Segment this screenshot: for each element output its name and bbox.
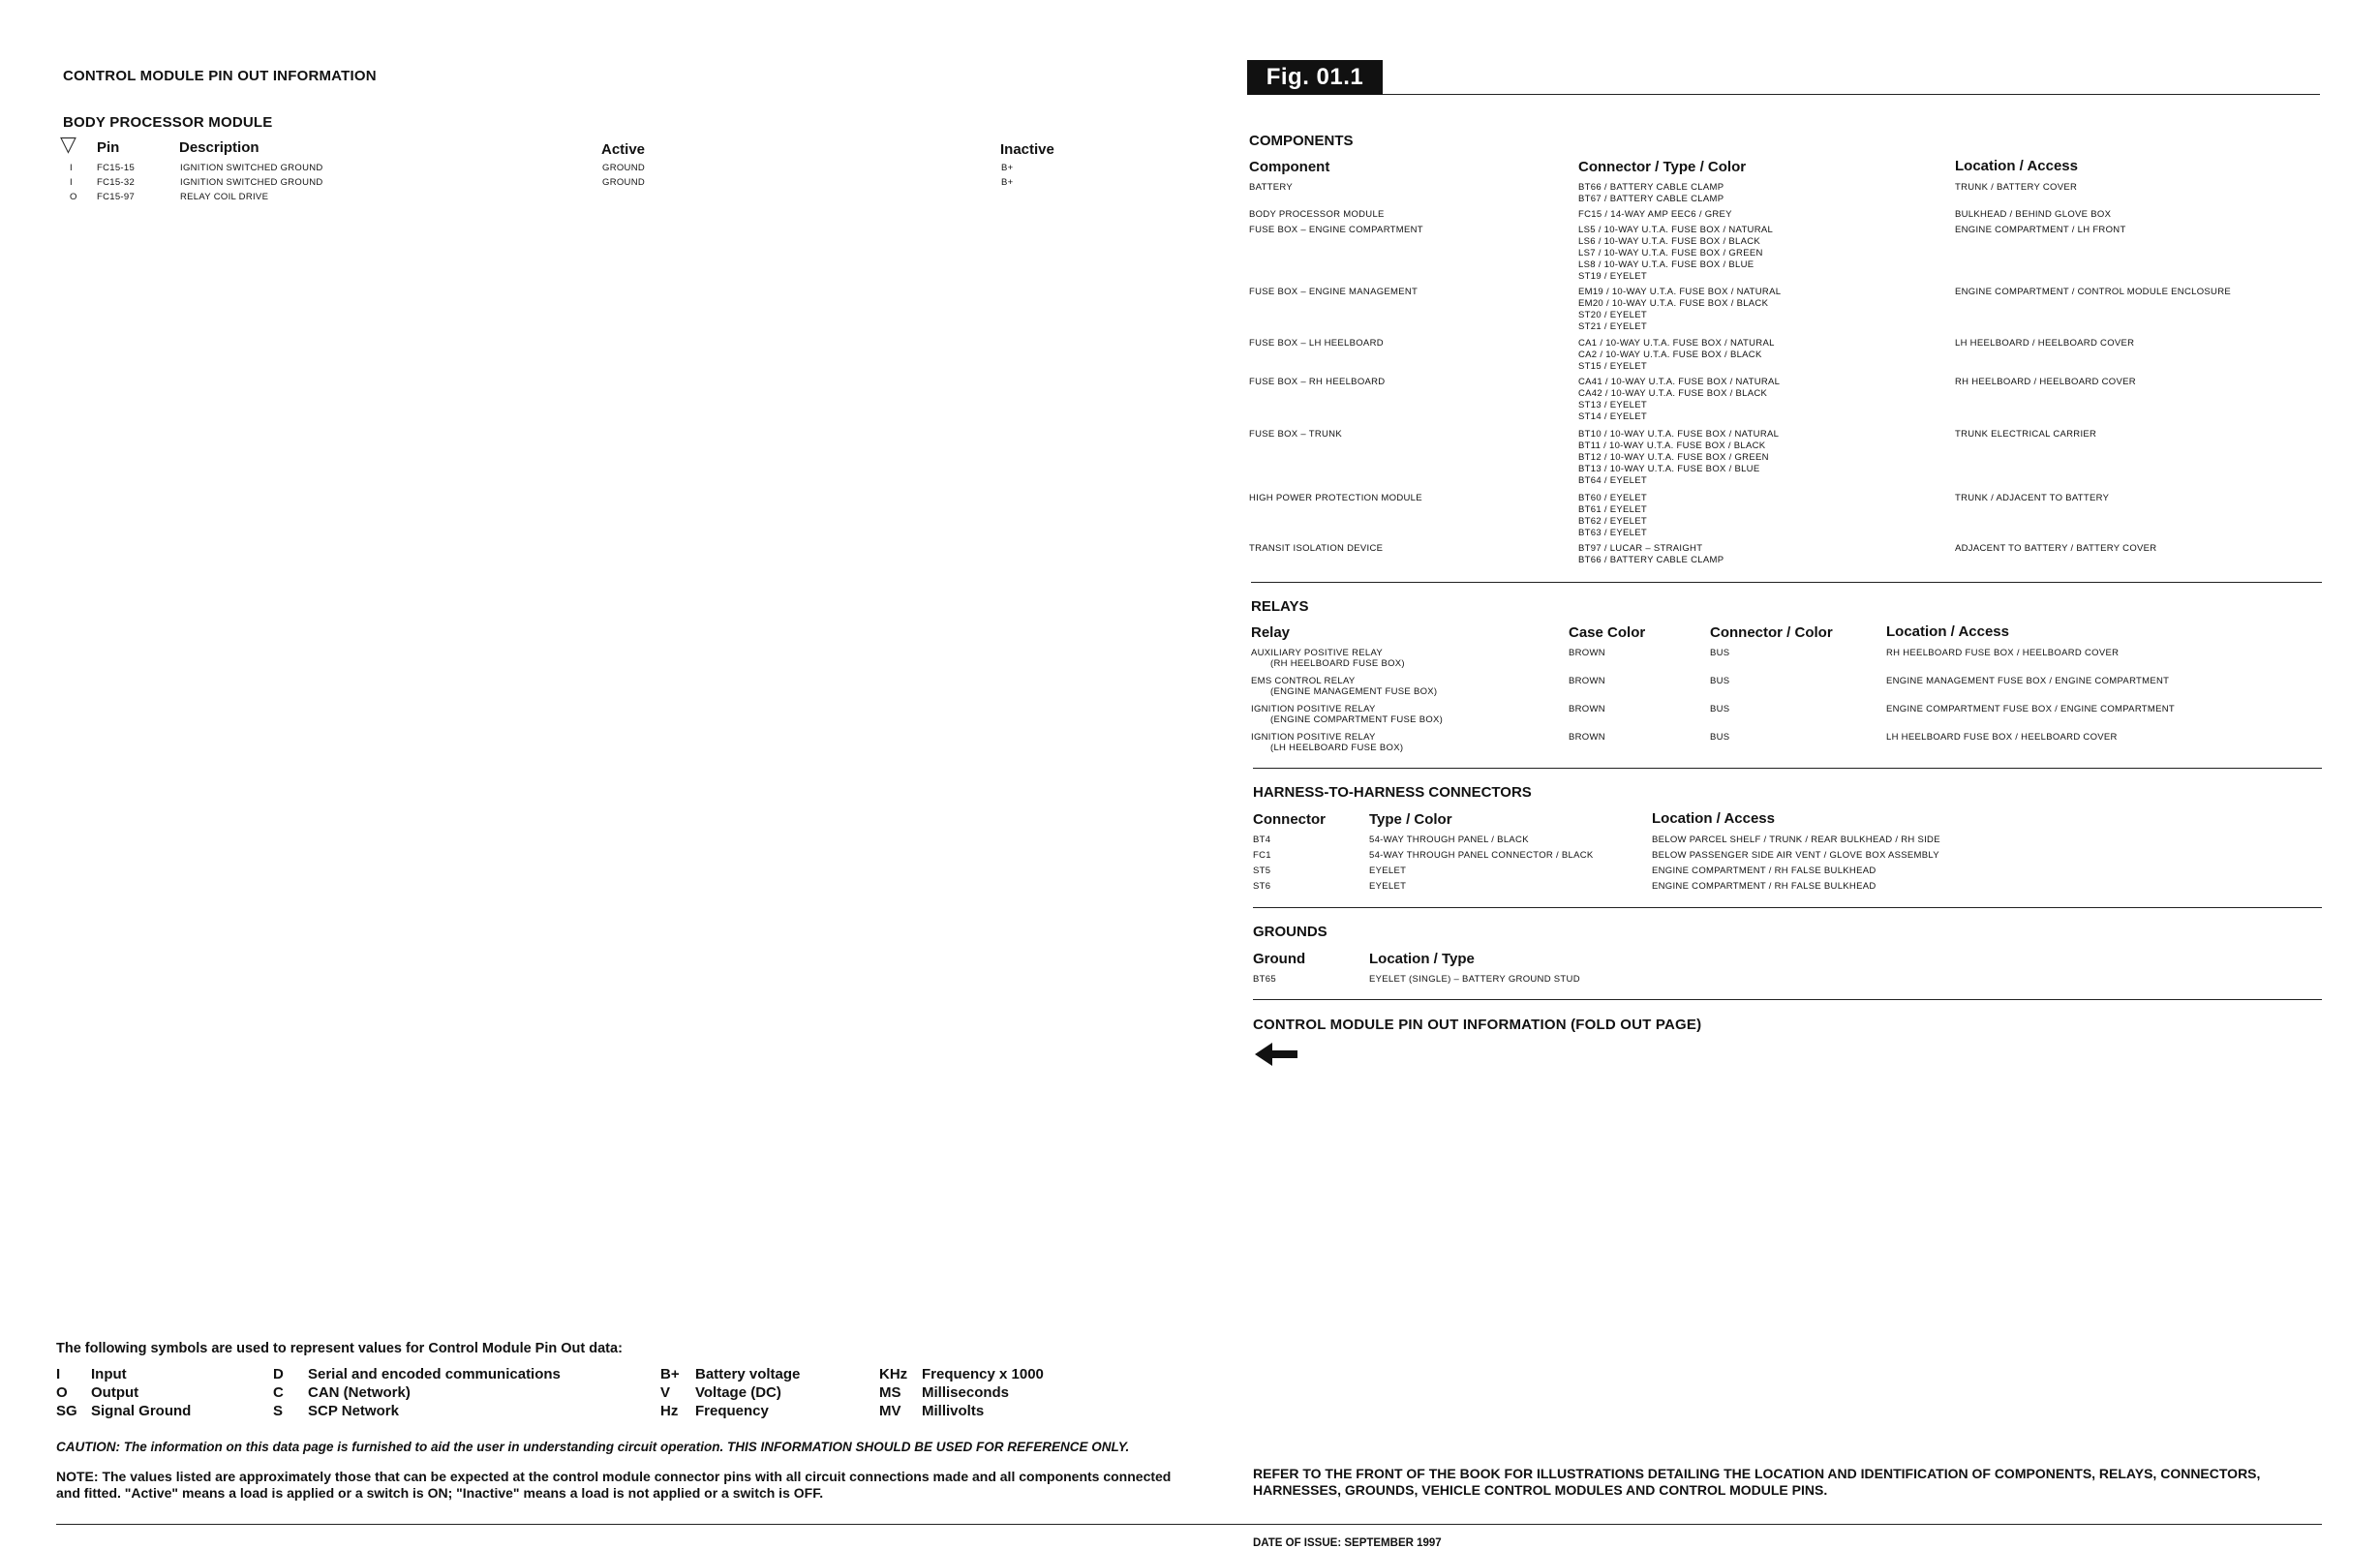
pin-io: I — [70, 163, 73, 173]
relay-name: IGNITION POSITIVE RELAY — [1251, 704, 1376, 714]
pin-number: FC15-15 — [97, 163, 136, 173]
relay-location-header: Location / Access — [1886, 623, 2009, 640]
component-name: FUSE BOX – ENGINE MANAGEMENT — [1249, 287, 1419, 297]
component-connector: LS5 / 10-WAY U.T.A. FUSE BOX / NATURAL — [1578, 225, 1774, 235]
issue-date: DATE OF ISSUE: SEPTEMBER 1997 — [1253, 1537, 1442, 1549]
relay-fusebox: (ENGINE COMPARTMENT FUSE BOX) — [1270, 714, 1444, 725]
legend-symbol: Hz — [660, 1403, 679, 1419]
component-connector: BT11 / 10-WAY U.T.A. FUSE BOX / BLACK — [1578, 440, 1766, 451]
inactive-header: Inactive — [1000, 141, 1054, 158]
component-connector: BT13 / 10-WAY U.T.A. FUSE BOX / BLUE — [1578, 464, 1760, 474]
pin-io: I — [70, 177, 73, 188]
legend-meaning: CAN (Network) — [308, 1384, 411, 1401]
harness-connector: ST5 — [1253, 866, 1271, 876]
location-header: Location / Access — [1955, 158, 2078, 174]
component-connector: BT97 / LUCAR – STRAIGHT — [1578, 543, 1703, 554]
bottom-rule — [56, 1524, 2322, 1525]
harness-type: EYELET — [1369, 866, 1407, 876]
component-connector: EM20 / 10-WAY U.T.A. FUSE BOX / BLACK — [1578, 298, 1769, 309]
component-location: BULKHEAD / BEHIND GLOVE BOX — [1955, 209, 2112, 220]
component-location: ENGINE COMPARTMENT / LH FRONT — [1955, 225, 2126, 235]
component-location: TRUNK ELECTRICAL CARRIER — [1955, 429, 2097, 440]
harness-location: BELOW PARCEL SHELF / TRUNK / REAR BULKHEAD / RH SIDE — [1652, 835, 1940, 845]
module-name: BODY PROCESSOR MODULE — [63, 114, 273, 131]
relay-case-color: BROWN — [1569, 648, 1605, 658]
relay-case-color: BROWN — [1569, 676, 1605, 686]
pin-inactive: B+ — [1001, 163, 1014, 173]
legend-meaning: Milliseconds — [922, 1384, 1010, 1401]
harness-type: 54-WAY THROUGH PANEL CONNECTOR / BLACK — [1369, 850, 1594, 861]
legend-symbol: SG — [56, 1403, 77, 1419]
harness-connector-header: Connector — [1253, 811, 1326, 828]
legend-symbol: MV — [879, 1403, 901, 1419]
component-connector: BT10 / 10-WAY U.T.A. FUSE BOX / NATURAL — [1578, 429, 1780, 440]
pin-header: Pin — [97, 139, 120, 156]
component-name: TRANSIT ISOLATION DEVICE — [1249, 543, 1384, 554]
ground-location: EYELET (SINGLE) – BATTERY GROUND STUD — [1369, 974, 1580, 985]
pin-description: IGNITION SWITCHED GROUND — [180, 163, 323, 173]
legend-symbol: S — [273, 1403, 284, 1419]
legend-meaning: Battery voltage — [695, 1366, 801, 1382]
legend-symbol: C — [273, 1384, 284, 1401]
legend-meaning: Output — [91, 1384, 139, 1401]
relay-case-color: BROWN — [1569, 704, 1605, 714]
legend-symbol: MS — [879, 1384, 901, 1401]
component-connector: ST14 / EYELET — [1578, 411, 1647, 422]
divider — [1253, 999, 2322, 1000]
component-connector: CA2 / 10-WAY U.T.A. FUSE BOX / BLACK — [1578, 349, 1762, 360]
legend-symbol: B+ — [660, 1366, 680, 1382]
relay-connector: BUS — [1710, 676, 1730, 686]
component-connector: LS6 / 10-WAY U.T.A. FUSE BOX / BLACK — [1578, 236, 1761, 247]
divider — [1383, 94, 2320, 95]
component-name: HIGH POWER PROTECTION MODULE — [1249, 493, 1422, 503]
divider — [1251, 582, 2322, 583]
pin-number: FC15-32 — [97, 177, 136, 188]
pin-description: IGNITION SWITCHED GROUND — [180, 177, 323, 188]
relays-title: RELAYS — [1251, 598, 1309, 615]
relay-location: RH HEELBOARD FUSE BOX / HEELBOARD COVER — [1886, 648, 2120, 658]
component-name: FUSE BOX – LH HEELBOARD — [1249, 338, 1384, 349]
harness-title: HARNESS-TO-HARNESS CONNECTORS — [1253, 784, 1532, 801]
relay-name: IGNITION POSITIVE RELAY — [1251, 732, 1376, 743]
component-connector: ST20 / EYELET — [1578, 310, 1647, 320]
relay-location: ENGINE COMPARTMENT FUSE BOX / ENGINE COMPARTMENT — [1886, 704, 2176, 714]
harness-type: EYELET — [1369, 881, 1407, 892]
relay-case-color: BROWN — [1569, 732, 1605, 743]
component-name: BODY PROCESSOR MODULE — [1249, 209, 1385, 220]
component-name: FUSE BOX – ENGINE COMPARTMENT — [1249, 225, 1423, 235]
pin-io: O — [70, 192, 77, 202]
component-connector: BT66 / BATTERY CABLE CLAMP — [1578, 555, 1724, 565]
component-name: FUSE BOX – TRUNK — [1249, 429, 1342, 440]
relay-fusebox: (LH HEELBOARD FUSE BOX) — [1270, 743, 1404, 753]
harness-connector: BT4 — [1253, 835, 1271, 845]
relay-connector: BUS — [1710, 648, 1730, 658]
figure-label: Fig. 01.1 — [1247, 60, 1383, 95]
caution-text: CAUTION: The information on this data page is furnished to aid the user in understanding circuit operation. THIS INFORMATION SHOULD BE USED FOR REFERENCE ONLY. — [56, 1440, 1130, 1454]
harness-type-header: Type / Color — [1369, 811, 1452, 828]
connector-header: Connector / Type / Color — [1578, 159, 1747, 175]
component-connector: ST15 / EYELET — [1578, 361, 1647, 372]
relay-connector-header: Connector / Color — [1710, 624, 1833, 641]
component-location: RH HEELBOARD / HEELBOARD COVER — [1955, 377, 2136, 387]
ground-id: BT65 — [1253, 974, 1276, 985]
component-connector: BT60 / EYELET — [1578, 493, 1647, 503]
relay-header: Relay — [1251, 624, 1291, 641]
legend-meaning: Signal Ground — [91, 1403, 192, 1419]
divider — [1253, 907, 2322, 908]
legend-meaning: Voltage (DC) — [695, 1384, 781, 1401]
component-connector: BT63 / EYELET — [1578, 528, 1647, 538]
legend-symbol: O — [56, 1384, 68, 1401]
harness-type: 54-WAY THROUGH PANEL / BLACK — [1369, 835, 1529, 845]
relay-connector: BUS — [1710, 704, 1730, 714]
component-connector: LS8 / 10-WAY U.T.A. FUSE BOX / BLUE — [1578, 259, 1754, 270]
harness-connector: ST6 — [1253, 881, 1271, 892]
components-title: COMPONENTS — [1249, 133, 1354, 149]
legend-meaning: Frequency — [695, 1403, 769, 1419]
component-location: ADJACENT TO BATTERY / BATTERY COVER — [1955, 543, 2157, 554]
component-connector: BT64 / EYELET — [1578, 475, 1647, 486]
component-name: BATTERY — [1249, 182, 1294, 193]
relay-location: ENGINE MANAGEMENT FUSE BOX / ENGINE COMPARTMENT — [1886, 676, 2170, 686]
relay-name: AUXILIARY POSITIVE RELAY — [1251, 648, 1384, 658]
grounds-title: GROUNDS — [1253, 924, 1327, 940]
legend-meaning: SCP Network — [308, 1403, 399, 1419]
relay-fusebox: (ENGINE MANAGEMENT FUSE BOX) — [1270, 686, 1438, 697]
divider — [1253, 768, 2322, 769]
legend-symbol: I — [56, 1366, 61, 1382]
active-header: Active — [601, 141, 646, 158]
ground-location-header: Location / Type — [1369, 951, 1475, 967]
pin-inactive: B+ — [1001, 177, 1014, 188]
component-location: LH HEELBOARD / HEELBOARD COVER — [1955, 338, 2135, 349]
legend-symbol: KHz — [879, 1366, 908, 1382]
foldout-title: CONTROL MODULE PIN OUT INFORMATION (FOLD OUT PAGE) — [1253, 1017, 1702, 1033]
component-connector: ST21 / EYELET — [1578, 321, 1647, 332]
ground-header: Ground — [1253, 951, 1306, 967]
component-connector: BT66 / BATTERY CABLE CLAMP — [1578, 182, 1724, 193]
component-connector: ST13 / EYELET — [1578, 400, 1647, 410]
component-connector: LS7 / 10-WAY U.T.A. FUSE BOX / GREEN — [1578, 248, 1763, 258]
legend-meaning: Input — [91, 1366, 127, 1382]
legend-meaning: Frequency x 1000 — [922, 1366, 1044, 1382]
pin-active: GROUND — [602, 177, 646, 188]
left-title: CONTROL MODULE PIN OUT INFORMATION — [63, 68, 377, 84]
note-text: NOTE: The values listed are approximately those that can be expected at the control module connector pins with all circuit connections made and all components connected and fitted. "Active" means a load is applied or a switch is ON; "Inactive" means a load is not applied or a switch is OFF. — [56, 1469, 1172, 1501]
refer-text: REFER TO THE FRONT OF THE BOOK FOR ILLUSTRATIONS DETAILING THE LOCATION AND IDENTIFICATION OF COMPONENTS, RELAYS, CONNECTORS, HARNESSES, GROUNDS, VEHICLE CONTROL MODULES AND CONTROL MODULE PINS. — [1253, 1466, 2261, 1498]
harness-location: ENGINE COMPARTMENT / RH FALSE BULKHEAD — [1652, 866, 1877, 876]
harness-location-header: Location / Access — [1652, 810, 1775, 827]
component-location: ENGINE COMPARTMENT / CONTROL MODULE ENCLOSURE — [1955, 287, 2231, 297]
pin-description: RELAY COIL DRIVE — [180, 192, 269, 202]
pin-number: FC15-97 — [97, 192, 136, 202]
component-connector: BT61 / EYELET — [1578, 504, 1647, 515]
legend-symbol: D — [273, 1366, 284, 1382]
pin-active: GROUND — [602, 163, 646, 173]
relay-connector: BUS — [1710, 732, 1730, 743]
triangle-icon: ▽ — [60, 132, 76, 156]
case-header: Case Color — [1569, 624, 1646, 641]
legend-intro: The following symbols are used to represent values for Control Module Pin Out data: — [56, 1341, 623, 1356]
arrow-left-icon[interactable] — [1255, 1041, 1299, 1068]
harness-connector: FC1 — [1253, 850, 1271, 861]
legend-symbol: V — [660, 1384, 671, 1401]
component-header: Component — [1249, 159, 1330, 175]
component-connector: BT67 / BATTERY CABLE CLAMP — [1578, 194, 1724, 204]
component-connector: FC15 / 14-WAY AMP EEC6 / GREY — [1578, 209, 1732, 220]
component-connector: BT12 / 10-WAY U.T.A. FUSE BOX / GREEN — [1578, 452, 1769, 463]
relay-name: EMS CONTROL RELAY — [1251, 676, 1356, 686]
relay-location: LH HEELBOARD FUSE BOX / HEELBOARD COVER — [1886, 732, 2118, 743]
harness-location: BELOW PASSENGER SIDE AIR VENT / GLOVE BOX ASSEMBLY — [1652, 850, 1939, 861]
component-connector: EM19 / 10-WAY U.T.A. FUSE BOX / NATURAL — [1578, 287, 1782, 297]
relay-fusebox: (RH HEELBOARD FUSE BOX) — [1270, 658, 1405, 669]
harness-location: ENGINE COMPARTMENT / RH FALSE BULKHEAD — [1652, 881, 1877, 892]
component-connector: CA1 / 10-WAY U.T.A. FUSE BOX / NATURAL — [1578, 338, 1775, 349]
legend-meaning: Serial and encoded communications — [308, 1366, 561, 1382]
component-location: TRUNK / BATTERY COVER — [1955, 182, 2078, 193]
component-connector: CA41 / 10-WAY U.T.A. FUSE BOX / NATURAL — [1578, 377, 1781, 387]
component-connector: ST19 / EYELET — [1578, 271, 1647, 282]
component-location: TRUNK / ADJACENT TO BATTERY — [1955, 493, 2110, 503]
component-name: FUSE BOX – RH HEELBOARD — [1249, 377, 1386, 387]
component-connector: CA42 / 10-WAY U.T.A. FUSE BOX / BLACK — [1578, 388, 1768, 399]
component-connector: BT62 / EYELET — [1578, 516, 1647, 527]
desc-header: Description — [179, 139, 259, 156]
legend-meaning: Millivolts — [922, 1403, 985, 1419]
